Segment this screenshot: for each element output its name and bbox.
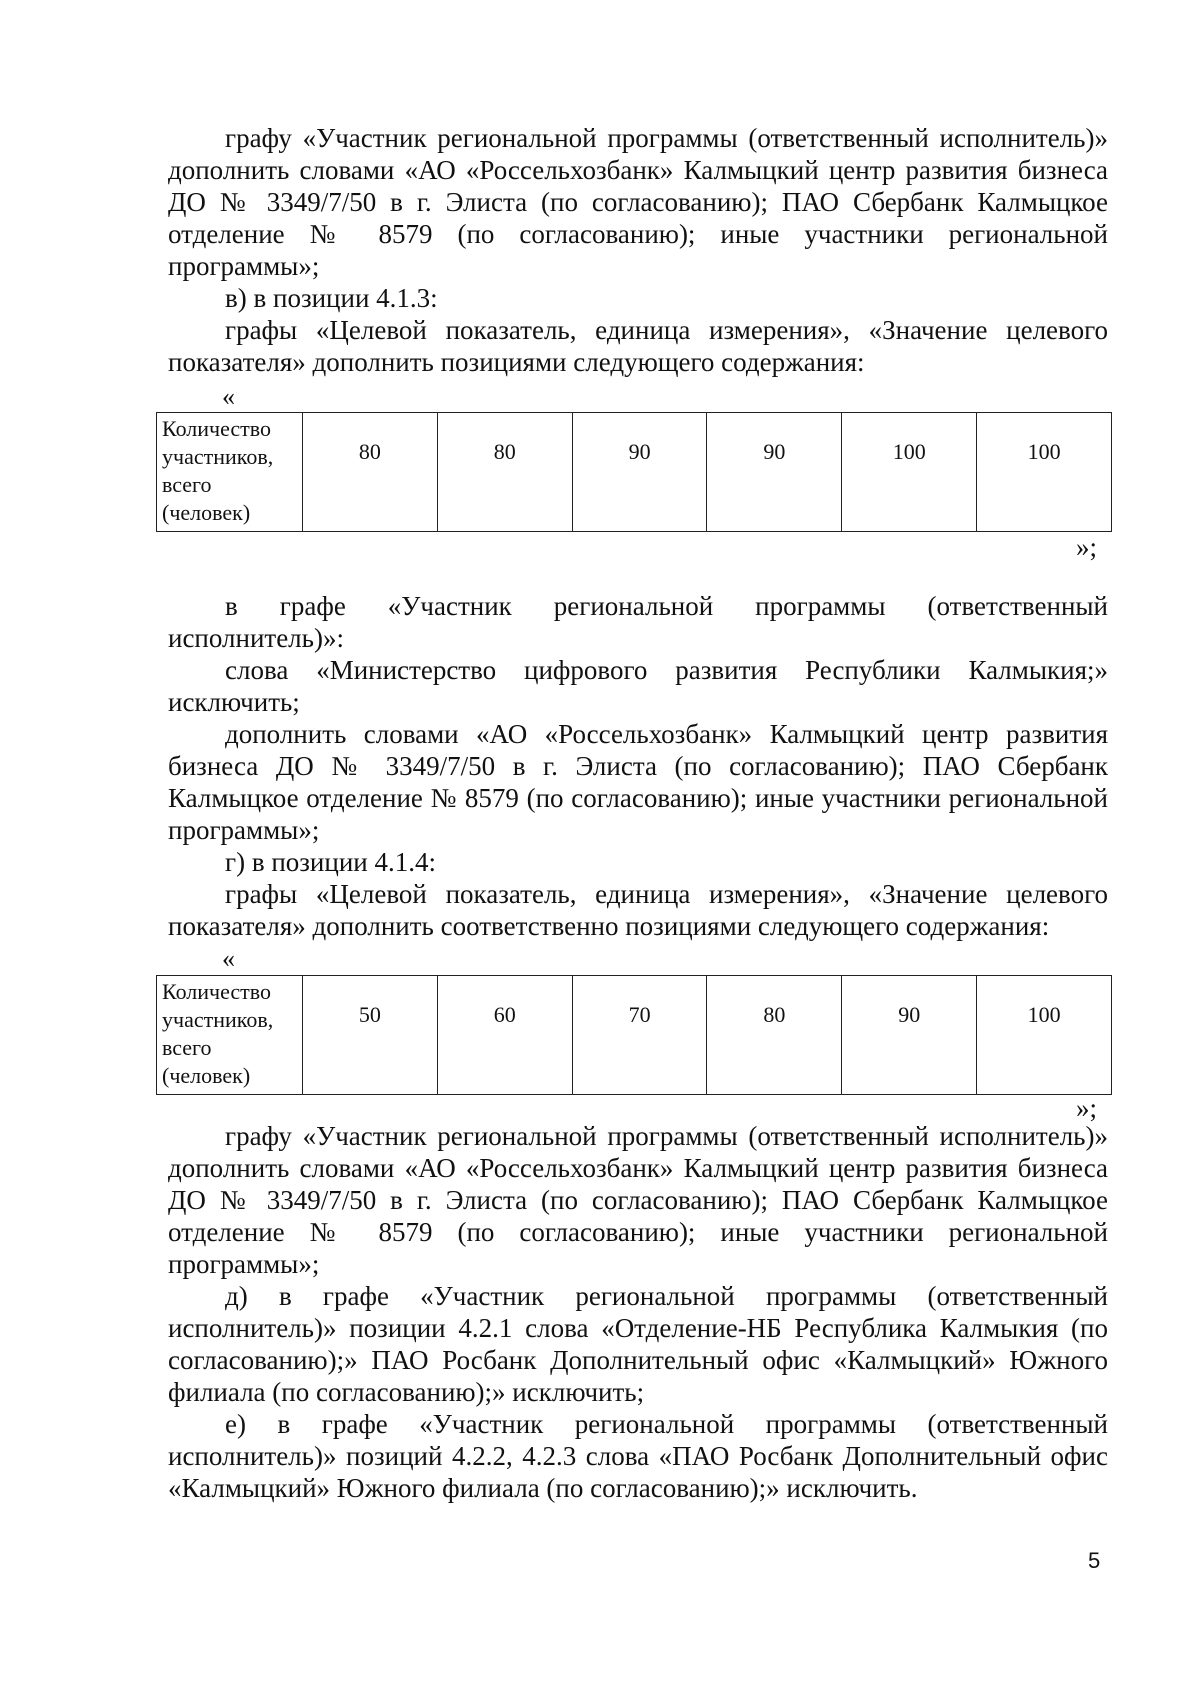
table-value-cell: 80 bbox=[303, 413, 438, 532]
table-value-cell: 100 bbox=[842, 413, 977, 532]
quote-open-2: « bbox=[222, 944, 235, 973]
table-value-cell: 90 bbox=[572, 413, 707, 532]
paragraph-6: дополнить словами «АО «Россельхозбанк» Калмыцкий центр развития бизнеса ДО № 3349/7/50 в г. Элиста (по согласованию); ПАО Сбербанк Калмыцкое отделение № 8579 (по согласованию); иные участники региональной программы»; bbox=[168, 719, 1108, 845]
text-section-2 bbox=[168, 590, 1108, 942]
paragraph-7: г) в позиции 4.1.4: bbox=[225, 847, 436, 877]
table-label-cell: Количество участников, всего (человек) bbox=[157, 976, 303, 1095]
quote-close-1: »; bbox=[1076, 532, 1098, 562]
quote-close-2: »; bbox=[1076, 1093, 1098, 1123]
table-row bbox=[157, 413, 1112, 532]
paragraph-9: графу «Участник региональной программы (ответственный исполнитель)» дополнить словами «АО «Россельхозбанк» Калмыцкий центр развития бизнеса ДО № 3349/7/50 в г. Элиста (по согласованию); ПАО Сбербанк Калмыцкое отделение № 8579 (по согласованию); иные участники региональной программы»; bbox=[168, 1121, 1108, 1279]
text-section-1 bbox=[168, 122, 1108, 378]
paragraph-10: д) в графе «Участник региональной программы (ответственный исполнитель)» позиции 4.2.1 слова «Отделение-НБ Республика Калмыкия (по согласованию);» ПАО Росбанк Дополнительный офис «Калмыцкий» Южного филиала (по согласованию);» исключить; bbox=[168, 1281, 1108, 1407]
table-value-cell: 50 bbox=[303, 976, 438, 1095]
table-label-cell: Количество участников, всего (человек) bbox=[157, 413, 303, 532]
indicator-table-2 bbox=[156, 975, 1112, 1095]
table-value-cell: 90 bbox=[842, 976, 977, 1095]
table-value-cell: 100 bbox=[977, 976, 1112, 1095]
table-value-cell: 100 bbox=[977, 413, 1112, 532]
table-value-cell: 70 bbox=[572, 976, 707, 1095]
page-number: 5 bbox=[1088, 1548, 1101, 1573]
paragraph-3: графы «Целевой показатель, единица измерения», «Значение целевого показателя» дополнить позициями следующего содержания: bbox=[168, 315, 1108, 377]
paragraph-11: е) в графе «Участник региональной программы (ответственный исполнитель)» позиций 4.2.2, 4.2.3 слова «ПАО Росбанк Дополнительный офис «Калмыцкий» Южного филиала (по согласованию);» исключить. bbox=[168, 1409, 1108, 1503]
text-section-3 bbox=[168, 1120, 1108, 1504]
quote-open-1: « bbox=[222, 382, 235, 411]
paragraph-8: графы «Целевой показатель, единица измерения», «Значение целевого показателя» дополнить соответственно позициями следующего содержания: bbox=[168, 879, 1108, 941]
paragraph-5: слова «Министерство цифрового развития Республики Калмыкия;» исключить; bbox=[168, 655, 1108, 717]
table-value-cell: 90 bbox=[707, 413, 842, 532]
paragraph-4: в графе «Участник региональной программы (ответственный исполнитель)»: bbox=[168, 591, 1108, 653]
table-value-cell: 60 bbox=[437, 976, 572, 1095]
paragraph-1: графу «Участник региональной программы (ответственный исполнитель)» дополнить словами «АО «Россельхозбанк» Калмыцкий центр развития бизнеса ДО № 3349/7/50 в г. Элиста (по согласованию); ПАО Сбербанк Калмыцкое отделение № 8579 (по согласованию); иные участники региональной программы»; bbox=[168, 123, 1108, 281]
table-value-cell: 80 bbox=[707, 976, 842, 1095]
indicator-table-1 bbox=[156, 412, 1112, 532]
table-value-cell: 80 bbox=[437, 413, 572, 532]
table-row bbox=[157, 976, 1112, 1095]
paragraph-2: в) в позиции 4.1.3: bbox=[225, 283, 438, 313]
